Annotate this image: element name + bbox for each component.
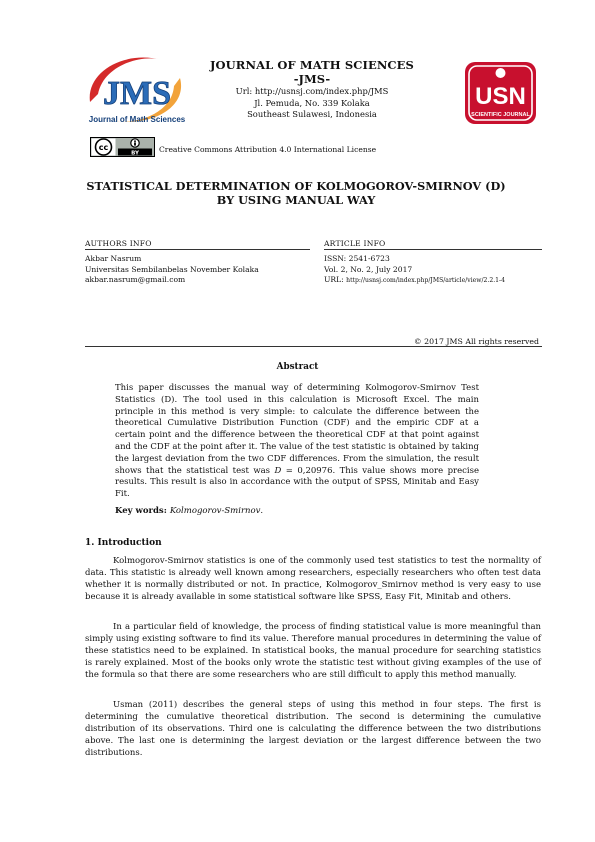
journal-url[interactable]: Url: http://usnsj.com/index.php/JMS	[235, 86, 389, 96]
article-info-heading: ARTICLE INFO	[324, 239, 386, 248]
author-name: Akbar Nasrum	[85, 254, 142, 263]
cc-by-icon[interactable]	[90, 137, 155, 157]
usnj-logo	[463, 60, 538, 126]
author-affiliation: Universitas Sembilanbelas November Kolaka	[85, 264, 259, 274]
keywords-value: Kolmogorov-Smirnov	[169, 506, 261, 516]
authors-info-heading: AUTHORS INFO	[85, 239, 152, 248]
jms-logo-subtitle: Journal of Math Sciences	[88, 115, 186, 124]
article-volume: Vol. 2, No. 2, July 2017	[324, 264, 413, 274]
abstract-symbol: D	[274, 465, 282, 476]
body-paragraph: Kolmogorov-Smirnov statistics is one of the commonly used test statistics to test the normality of data. This statistic is already well known among researchers, especially researchers who often test data whether it is normally distributed or not. In practice, Kolmogorov_Smirnov method is very easy to use because it is already available in some statistical software like SPSS, Easy Fit, Minitab and others.	[85, 556, 541, 602]
svg-text:cc: cc	[98, 143, 109, 152]
cc-by-label: BY	[131, 150, 139, 157]
jms-logo	[84, 50, 190, 130]
abstract-text-part: = 0,20976. This value shows more precise results. This result is also in accordance with the output of SPSS, Minitab and Easy Fit.	[115, 465, 479, 500]
author-email[interactable]: akbar.nasrum@gmail.com	[85, 275, 186, 284]
body-paragraph: Usman (2011) describes the general steps of using this method in four steps. The first is determining the cumulative theoretical distribution. The second is determining the cumulative distribution of its observations. Third one is calculating the difference between the two distributions above. The last one is determining the largest deviation or the largest difference between the two distributions.	[85, 700, 541, 758]
abstract-heading: Abstract	[276, 362, 319, 372]
usnj-logo-letters: USN	[475, 83, 526, 110]
journal-abbreviation: -JMS-	[293, 72, 331, 86]
journal-name: JOURNAL OF MATH SCIENCES	[210, 58, 414, 72]
abstract-text	[115, 383, 479, 501]
paper-title-line: STATISTICAL DETERMINATION OF KOLMOGOROV-SMIRNOV (D)	[86, 179, 506, 193]
body-paragraph: In a particular field of knowledge, the process of finding statistical value is more meaningful than simply using existing software to find its value. Therefore manual procedures in determining the value of these statistics need to be explained. In statistical books, the manual procedure for searching statistics is rarely explained. Most of the books only wrote the statistic test without giving examples of the use of the formula so that there are some researchers who are still difficult to apply this method manually.	[85, 622, 541, 680]
article-url-link[interactable]: http://usnsj.com/index.php/JMS/article/view/2.2.1-4	[346, 277, 505, 284]
journal-address: Jl. Pemuda, No. 339 Kolaka	[254, 97, 370, 108]
paper-title	[80, 179, 512, 207]
jms-logo-letters: JMS	[103, 75, 171, 112]
usnj-logo-subtitle: SCIENTIFIC JOURNAL	[471, 112, 530, 118]
paper-title-line: BY USING MANUAL WAY	[216, 193, 376, 207]
license-text: Creative Commons Attribution 4.0 International License	[159, 145, 377, 154]
article-url-row	[324, 275, 544, 287]
keywords-label: Key words	[115, 506, 164, 516]
license-row	[90, 137, 410, 159]
article-info	[324, 239, 544, 287]
copyright-notice: © 2017 JMS All rights reserved	[413, 337, 539, 346]
keywords: Key words: Kolmogorov-Smirnov.	[115, 506, 264, 516]
abstract-text-part: This paper discusses the manual way of determining Kolmogorov-Smirnov Test Statistics (D). The tool used in this calculation is Microsoft Excel. The main principle in this method is very simple: to calculate the difference between the theoretical Cumulative Distribution Function (CDF) and the empiric CDF at a certain point and the difference between the theoretical CDF at that point against and the CDF at the point after it. The value of the test statistic is obtained by taking the largest deviation from the two CDF differences. From the simulation, the result shows that the statistical test was	[115, 383, 479, 476]
article-url-label: URL:	[324, 275, 344, 284]
article-issn: ISSN: 2541-6723	[324, 254, 390, 263]
journal-region: Southeast Sulawesi, Indonesia	[247, 109, 377, 119]
section-heading-introduction: 1. Introduction	[85, 538, 162, 548]
journal-header	[200, 58, 424, 121]
info-bottom-rule	[85, 346, 542, 347]
authors-info	[85, 239, 309, 286]
